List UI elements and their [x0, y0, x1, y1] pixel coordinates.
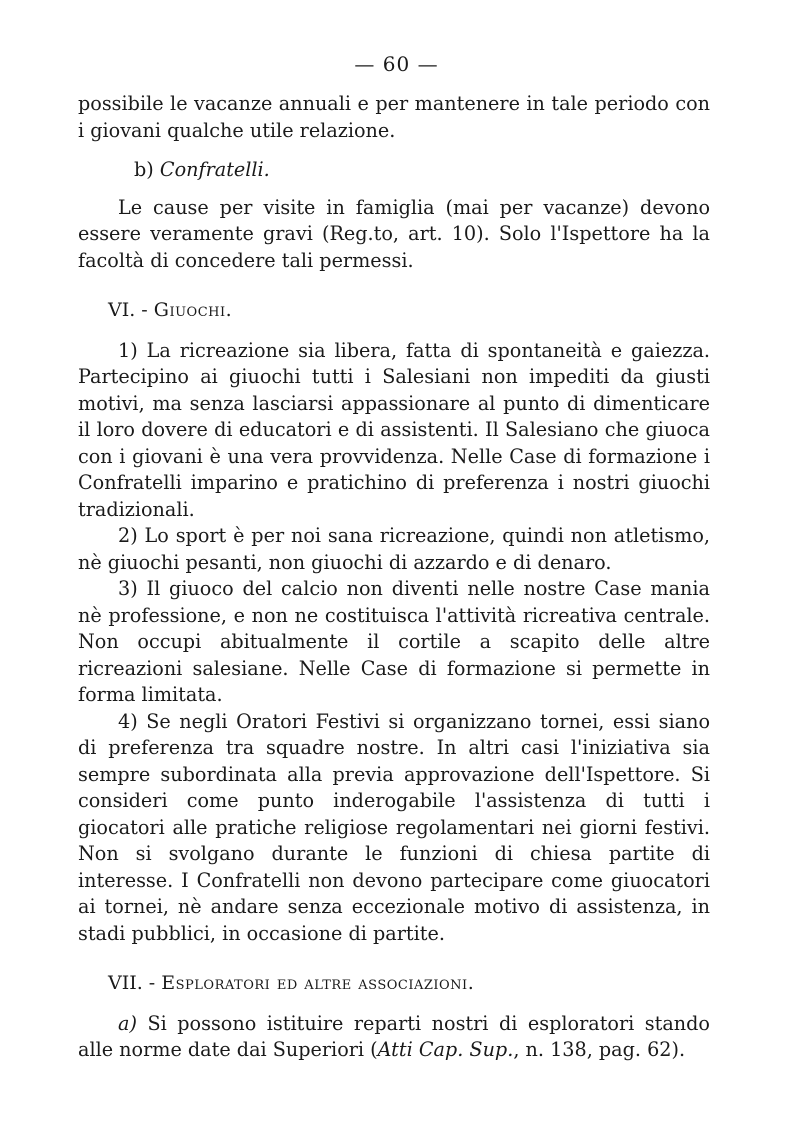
section-vii-item-a-text-before: Si possono istituire reparti nostri di esploratori stando alle norme date dai Superiori (: [78, 1011, 710, 1061]
section-vi-paragraph-2: 2) Lo sport è per noi sana ricreazione, quindi non atletismo, nè giuochi pesanti, non giuochi di azzardo e di denaro.: [78, 524, 710, 574]
subsection-b-heading: [78, 157, 710, 184]
subsection-b-paragraph: Le cause per visite in famiglia (mai per vacanze) devono essere veramente gravi (Reg.to, art. 10). Solo l'Ispettore ha la facoltà di concedere tali permessi.: [78, 195, 710, 272]
page-number: — 60 —: [354, 52, 439, 76]
continuation-paragraph: possibile le vacanze annuali e per mantenere in tale periodo con i giovani qualche utile relazione.: [78, 92, 710, 142]
page-body: [78, 91, 710, 1064]
section-vi-paragraph-4: 4) Se negli Oratori Festivi si organizzano tornei, essi siano di preferenza tra squadre nostre. In altri casi l'iniziativa sia sempre subordinata alla previa approvazione dell'Ispettore. Si consideri come punto inderogabile l'assistenza di tutti i giocatori alle pratiche religiose regolamentari nei giorni festivi. Non si svolgano durante le funzioni di chiesa partite di interesse. I Confratelli non devono partecipare come giuocatori ai tornei, nè andare senza eccezionale motivo di assistenza, in stadi pubblici, in occasione di partite.: [78, 709, 710, 945]
section-vi-heading: [78, 297, 710, 324]
section-vii-item-a-marker: a): [118, 1011, 137, 1035]
subsection-b-title: Confratelli.: [159, 158, 270, 181]
section-vii-item-a-text-after: , n. 138, pag. 62).: [513, 1038, 686, 1061]
section-vii-heading: [78, 970, 710, 997]
section-vi-paragraph-1: 1) La ricreazione sia libera, fatta di spontaneità e gaiezza. Partecipino ai giuochi tutti i Salesiani non impediti da giusti motivi, ma senza lasciarsi appassionare al punto di dimenticare il loro dovere di educatori e di assistenti. Il Salesiano che giuoca con i giovani è una vera provvidenza. Nelle Case di formazione i Confratelli imparino e pratichino di preferenza i nostri giuochi tradizionali.: [78, 338, 710, 521]
section-vi-title: Giuochi.: [153, 299, 233, 321]
section-vi-number: VI. -: [108, 299, 148, 321]
section-vii-item-a-citation: Atti Cap. Sup.: [377, 1038, 514, 1061]
section-vii-item-a: [78, 1011, 710, 1064]
subsection-b-marker: b): [134, 158, 154, 181]
section-vii-number: VII. -: [108, 972, 156, 994]
section-vii-title: Esploratori ed altre associazioni.: [161, 972, 475, 994]
section-vi-paragraph-3: 3) Il giuoco del calcio non diventi nelle nostre Case mania nè professione, e non ne costituisca l'attività ricreativa centrale. Non occupi abitualmente il cortile a scapito delle altre ricreazioni salesiane. Nelle Case di formazione si permette in forma limitata.: [78, 577, 710, 706]
